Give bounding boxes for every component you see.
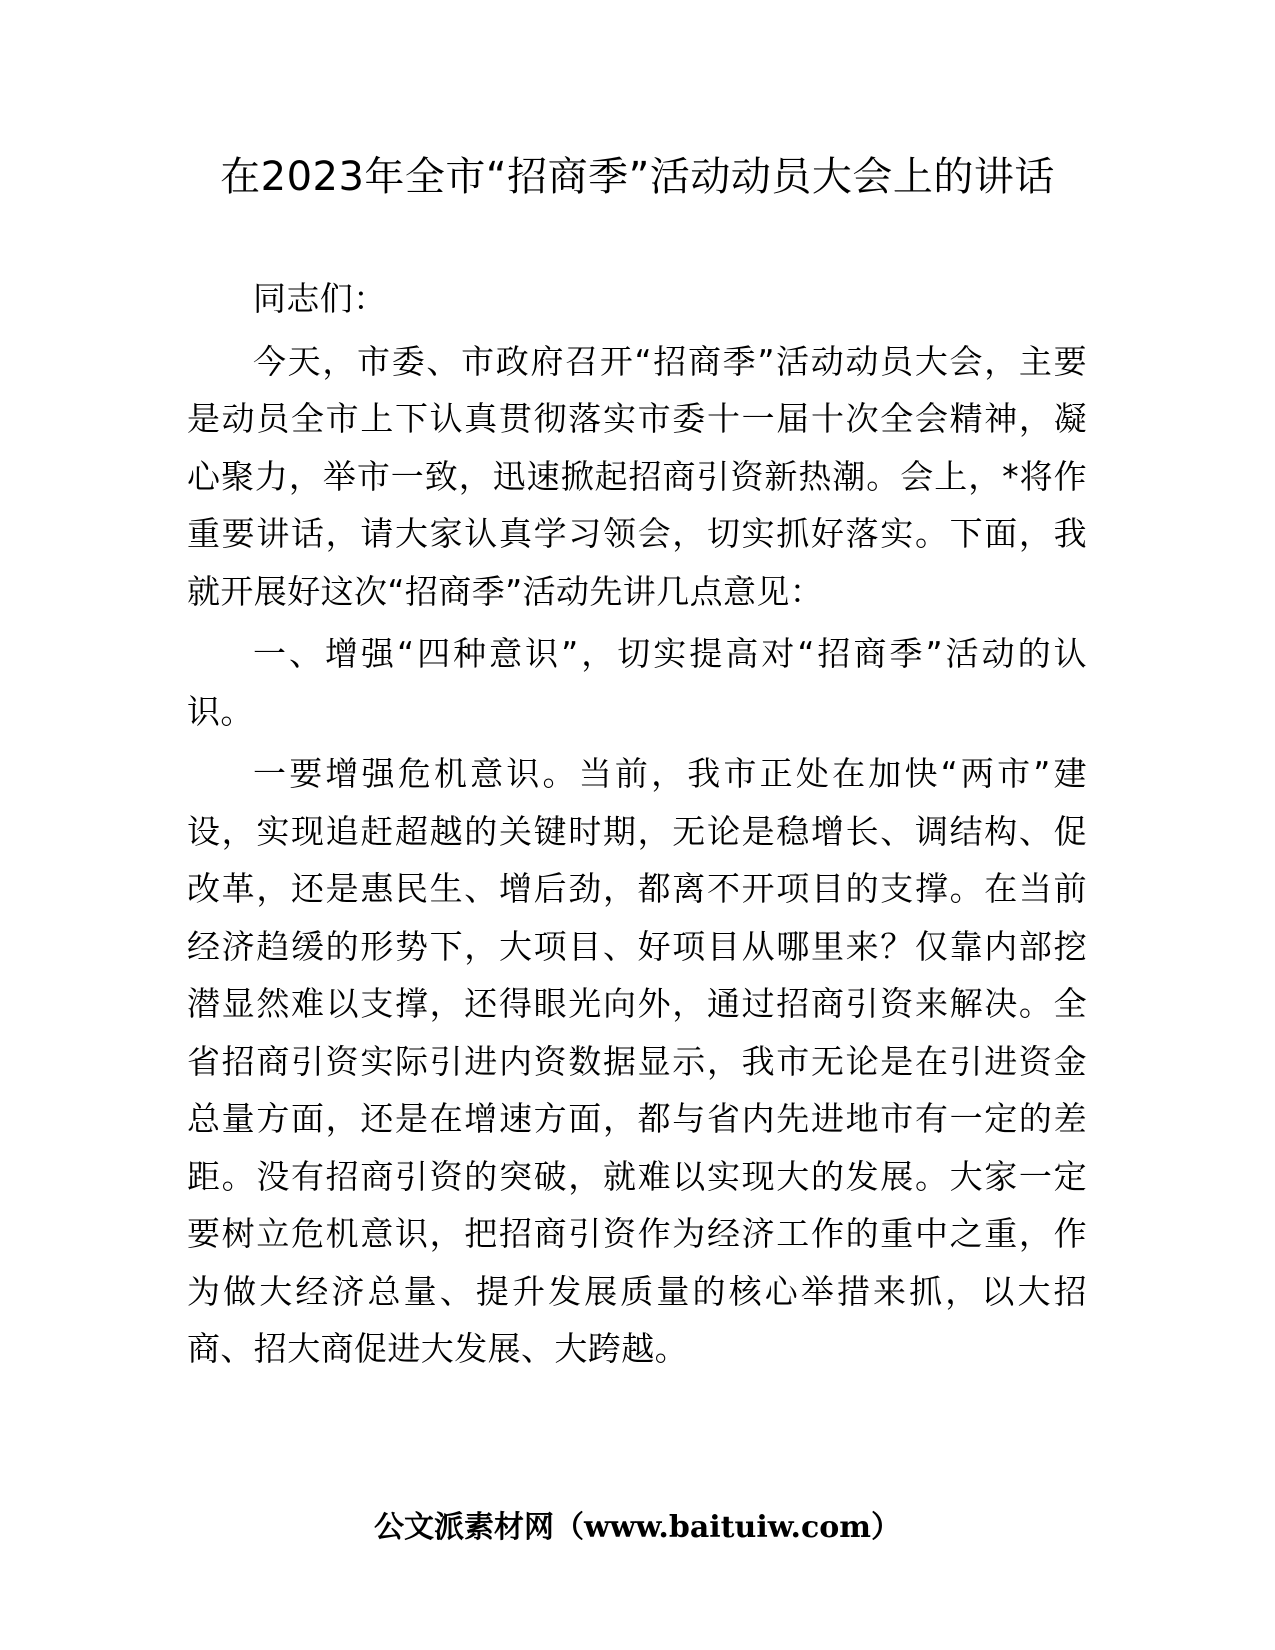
document-title: 在2023年全市“招商季”活动动员大会上的讲话: [220, 154, 1055, 200]
salutation-paragraph: 同志们：: [253, 279, 387, 318]
document-body: [187, 270, 1087, 1383]
footer-watermark: 公文派素材网（www.baituiw.com）: [373, 1510, 902, 1545]
section-heading-paragraph: 一、增强“四种意识”，切实提高对“招商季”活动的认识。: [187, 634, 1087, 731]
body-paragraph: 一要增强危机意识。当前，我市正处在加快“两市”建设，实现追赶超越的关键时期，无论是稳增长、调结构、促改革，还是惠民生、增后劲，都离不开项目的支撑。在当前经济趋缓的形势下，大项目、好项目从哪里来？仅靠内部挖潜显然难以支撑，还得眼光向外，通过招商引资来解决。全省招商引资实际引进内资数据显示，我市无论是在引进资金总量方面，还是在增速方面，都与省内先进地市有一定的差距。没有招商引资的突破，就难以实现大的发展。大家一定要树立危机意识，把招商引资作为经济工作的重中之重，作为做大经济总量、提升发展质量的核心举措来抓，以大招商、招大商促进大发展、大跨越。: [187, 754, 1087, 1368]
intro-paragraph: 今天，市委、市政府召开“招商季”活动动员大会，主要是动员全市上下认真贯彻落实市委十一届十次全会精神，凝心聚力，举市一致，迅速掀起招商引资新热潮。会上，*将作重要讲话，请大家认真学习领会，切实抓好落实。下面，我就开展好这次“招商季”活动先讲几点意见：: [187, 341, 1087, 611]
